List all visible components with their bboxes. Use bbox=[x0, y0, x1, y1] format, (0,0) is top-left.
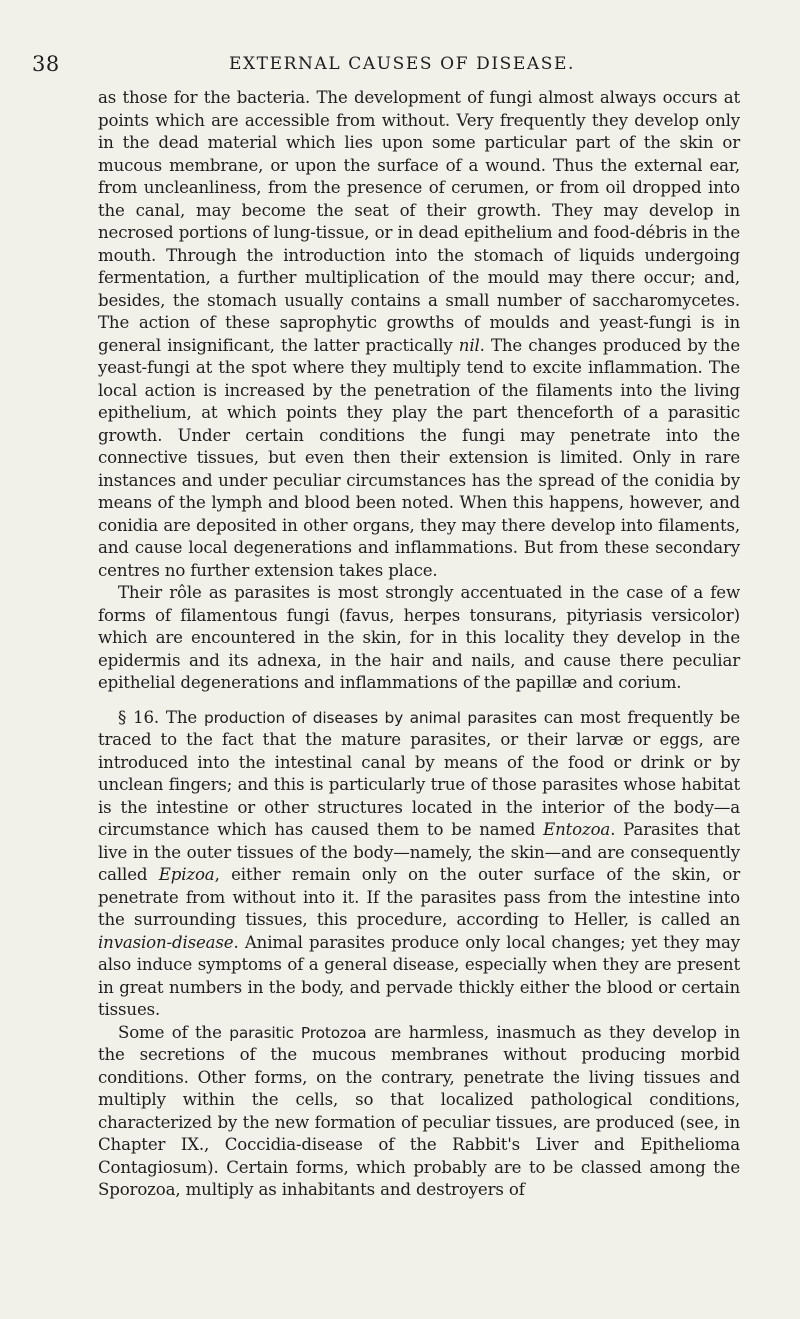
italic-term-epizoa: Epizoa bbox=[158, 865, 215, 884]
paragraph-text: can most frequently be traced to the fact that the mature parasites, or their larvæ or eggs, are introduced into the intestinal canal by means of the food or drink or by unclean fingers; and this is particularly true of those parasites whose habitat is the intestine or other structures located in the interior of the body—a circumstance which has caused them to be named bbox=[98, 707, 740, 839]
heading-term-protozoa: parasitic Protozoa bbox=[229, 1023, 367, 1042]
italic-term-invasion-disease: invasion-disease bbox=[98, 932, 234, 952]
paragraph-protozoa bbox=[98, 1022, 740, 1202]
paragraph-text: . Animal parasites produce only local changes; yet they may also induce symptoms of a general disease, especially when they are present in great numbers in the body, and pervade thickly either the blood or certain tissues. bbox=[98, 932, 740, 1019]
paragraph-text: Their rôle as parasites is most strongly accentuated in the case of a few forms of filamentous fungi (favus, herpes tonsurans, pityriasis versicolor) which are encountered in the skin, for in this locality they develop in the epidermis and its adnexa, in the hair and nails, and cause there peculiar epithelial degenerations and inflammations of the papillæ and corium. bbox=[98, 583, 740, 692]
paragraph-text: as those for the bacteria. The development of fungi almost always occurs at points which are accessible from without. Very frequently they develop only in the dead material which lies upon some particular part of the skin or mucous membrane, or upon the surface of a wound. Thus the external ear, from uncleanliness, from the presence of cerumen, or from oil dropped into the canal, may become the seat of their growth. They may develop in necrosed portions of lung-tissue, or in dead epithelium and food-débris in the mouth. Through the introduction into the stomach of liquids undergoing fermentation, a further multiplication of the mould may there occur; and, besides, the stomach usually contains a small number of saccharomycetes. The action of these saprophytic growths of moulds and yeast-fungi is in general insignificant, the latter practically bbox=[98, 88, 740, 355]
paragraph-parasite-role bbox=[98, 582, 740, 695]
paragraph-text: Some of the bbox=[118, 1022, 230, 1042]
paragraph-text: . The changes produced by the yeast-fungi at the spot where they multiply tend to excite inflammation. The local action is increased by the penetration of the filaments into the living epithelium, at which points they play the part thenceforth of a parasitic growth. Under certain conditions the fungi may penetrate into the connective tissues, but even then their extension is limited. Only in rare instances and under peculiar circumstances has the spread of the conidia by means of the lymph and blood been noted. When this happens, however, and conidia are deposited in other organs, they may there develop into filaments, and cause local degenerations and inflammations. But from these secondary centres no further extension takes place. bbox=[98, 335, 740, 580]
paragraph-text: . Parasites that live in the outer tissues of the body—namely, the skin—and are consequently called bbox=[98, 820, 740, 884]
italic-term-entozoa: Entozoa bbox=[543, 820, 611, 839]
paragraph-text: , either remain only on the outer surface of the skin, or penetrate from without into it. If the parasites pass from the intestine into the surrounding tissues, this procedure, according to Heller, is called an bbox=[98, 865, 740, 929]
running-title: EXTERNAL CAUSES OF DISEASE. bbox=[228, 54, 576, 74]
section-mark: § 16. The bbox=[118, 707, 204, 727]
body-text bbox=[98, 87, 740, 1202]
running-head bbox=[32, 52, 772, 82]
paragraph-section-16 bbox=[98, 707, 740, 1022]
italic-term: nil bbox=[458, 335, 480, 355]
page-number: 38 bbox=[32, 52, 60, 76]
paragraph-fungi-development bbox=[98, 87, 740, 582]
section-heading-term: production of diseases by animal parasites bbox=[203, 708, 537, 727]
paragraph-text: are harmless, inasmuch as they develop in the secretions of the mucous membranes without producing morbid conditions. Other forms, on the contrary, penetrate the living tissues and multiply within the cells, so that localized pathological conditions, characterized by the new formation of peculiar tissues, are produced (see, in Chapter IX., Coccidia-disease of the Rabbit's Liver and Epithelioma Contagiosum). Certain forms, which probably are to be classed among the Sporozoa, multiply as inhabitants and destroyers of bbox=[98, 1022, 741, 1199]
